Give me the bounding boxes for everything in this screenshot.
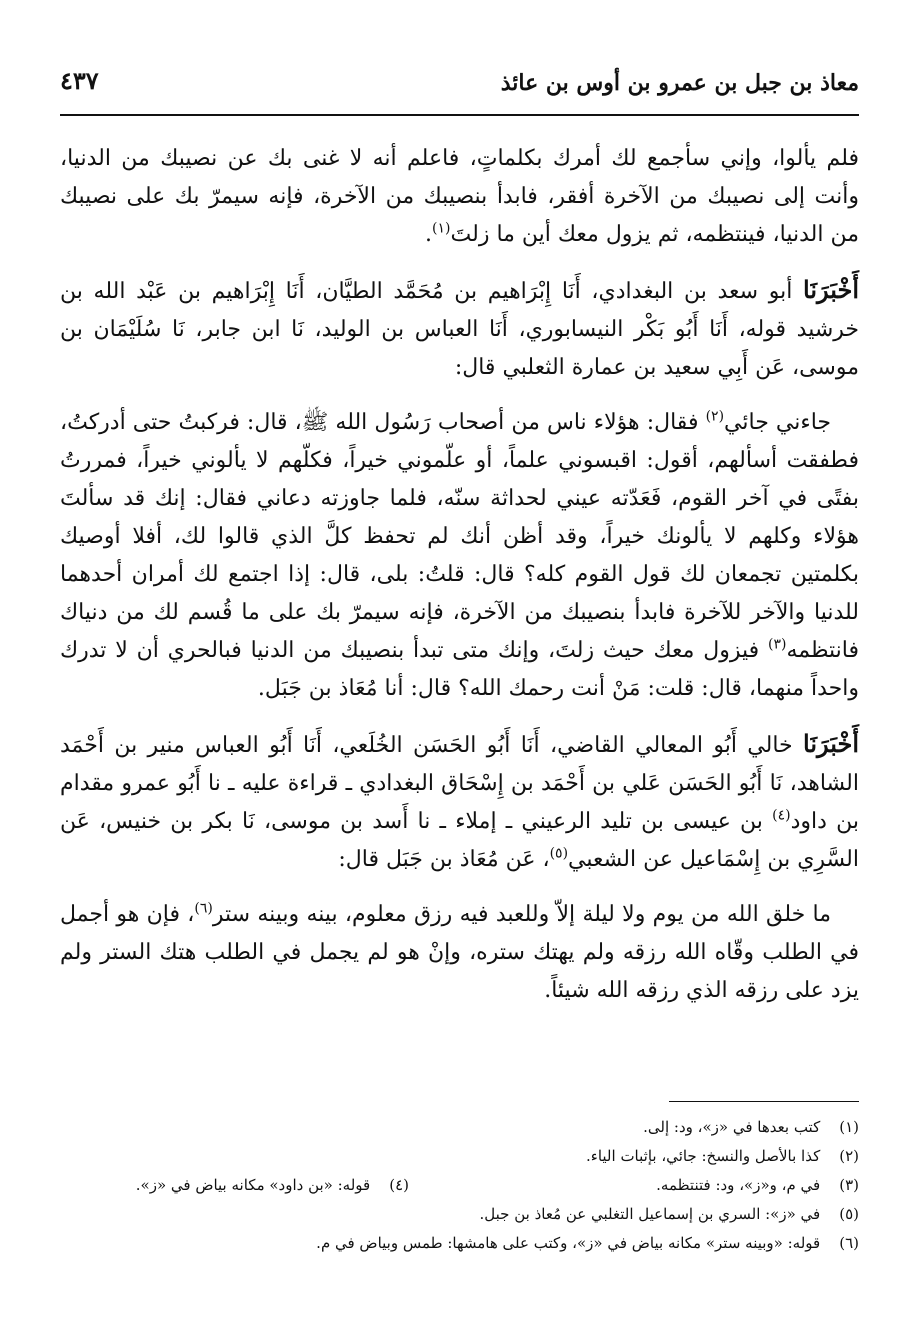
footnote-separator [669, 1101, 859, 1102]
footnote-ref-1[interactable]: (١) [432, 220, 451, 237]
akhbarana-keyword: أَخْبَرَنَا [803, 729, 859, 758]
footnote-number: (٦) [839, 1234, 859, 1252]
paragraph-text: جاءني جائي [724, 410, 831, 435]
paragraph-text: بن عيسى بن تليد الرعيني ـ إملاء ـ نا أَسد بن موسى، نَا بكر بن خنيس، عَن السَّرِي بن إِسْمَاعيل عن الشعبي [60, 809, 859, 872]
footnote-number: (٥) [839, 1205, 859, 1223]
paragraph-text: ، عَن مُعَاذ بن جَبَل قال: [338, 847, 550, 872]
akhbarana-keyword: أَخْبَرَنَا [803, 275, 859, 304]
paragraph-text: ، فإن هو أجمل في الطلب وقّاه الله رزقه ولم يهتك ستره، وإنْ هو لم يجمل في الطلب هتك الستر ولم يزد على رزقه الذي رزقه الله شيئاً. [60, 902, 859, 1003]
footnote-text: في «ز»: السري بن إسماعيل التغلبي عن مُعاذ بن جبل. [479, 1205, 821, 1223]
footnote-1 [60, 1113, 859, 1142]
footnote-ref-5[interactable]: (٥) [549, 845, 569, 862]
page-header [60, 62, 859, 112]
footnote-ref-6[interactable]: (٦) [194, 900, 213, 917]
footnote-text: كذا بالأصل والنسخ: جائي، بإثبات الياء. [586, 1147, 821, 1165]
header-rule [60, 114, 859, 116]
footnote-4 [136, 1171, 409, 1200]
paragraph-text: فقال: هؤلاء ناس من أصحاب رَسُول الله ﷺ، قال: فركبتُ حتى أدركتُ، فطفقت أسألهم، أقول: اقبسوني علماً، أو علّموني خيراً، فكلّهم لا يألوني خيراً، فمررتُ بفتًى في آخر القوم، فَعَدّته عيني لحداثة سنّه، فلما جاوزته دعاني فقال: إنك قد سألتَ هؤلاء وكلهم لا يألونك خيراً، وقد أظن أنك لم تحفظ كلَّ الذي قالوا لك، أفلا أوصيك بكلمتين تجمعان لك قول القوم كله؟ قال: قلتُ: بلى، قال: إذا اجتمع لك أمران أحدهما للدنيا والآخر للآخرة فابدأ بنصيبك من الآخرة، فإنه سيمرّ بك على ما قُسم لك من دنياك فانتظمه [60, 410, 859, 663]
footnote-6 [60, 1229, 859, 1258]
paragraph-text: فيزول معك حيث زلتَ، وإنك متى تبدأ بنصيبك من الدنيا فبالحري أن لا تدرك واحداً منهما، قال: قلت: مَنْ أنت رحمك الله؟ قال: أنا مُعَاذ بن جَبَل. [60, 638, 859, 701]
paragraph-text: أبو سعد بن البغدادي، أَنَا إِبْرَاهيم بن مُحَمَّد الطيَّان، أَنَا إِبْرَاهيم بن عَبْد الله بن خرشيد قوله، أَنَا أَبُو بَكْر النيسابوري، أَنَا العباس بن الوليد، نَا ابن جابر، نَا سُلَيْمَان بن موسى، عَن أَبِي سعيد بن عمارة الثعلبي قال: [60, 279, 859, 380]
paragraph-text: فلم يألوا، وإني سأجمع لك أمرك بكلماتٍ، فاعلم أنه لا غنى بك عن نصيبك من الدنيا، وأنت إلى نصيبك من الآخرة أفقر، فابدأ بنصيبك من الآخرة، فإنه سيمرّ بك على نصيبك من الدنيا، فينتظمه، ثم يزول معك أين ما زلتَ [60, 146, 859, 247]
footnote-5 [60, 1200, 859, 1229]
footnotes [60, 1113, 859, 1258]
paragraph-1 [60, 140, 859, 254]
footnote-2 [60, 1142, 859, 1171]
footnote-text: كتب بعدها في «ز»، ود: إلى. [643, 1118, 821, 1136]
main-text [60, 140, 859, 1027]
paragraph-2 [60, 271, 859, 387]
footnote-ref-4[interactable]: (٤) [772, 807, 791, 824]
footnote-text: قوله: «وبينه ستر» مكانه بياض في «ز»، وكتب على هامشها: طمس وبياض في م. [316, 1234, 821, 1252]
paragraph-4 [60, 725, 859, 879]
paragraph-text: ما خلق الله من يوم ولا ليلة إلاّ وللعبد فيه رزق معلوم، بينه وبينه ستر [212, 902, 832, 927]
paragraph-text: . [425, 222, 433, 247]
footnote-number: (٤) [389, 1176, 409, 1194]
page-number: ٤٣٧ [60, 66, 99, 95]
footnote-text: قوله: «بن داود» مكانه بياض في «ز». [135, 1176, 371, 1194]
footnote-number: (٣) [839, 1176, 859, 1194]
footnote-3 [60, 1171, 859, 1200]
footnote-ref-3[interactable]: (٣) [767, 636, 787, 653]
footnote-ref-2[interactable]: (٢) [705, 408, 725, 425]
footnote-text: في م، و«ز»، ود: فتنتظمه. [656, 1176, 821, 1194]
footnote-number: (١) [839, 1118, 859, 1136]
paragraph-5 [60, 896, 859, 1010]
paragraph-text: خالي أَبُو المعالي القاضي، أَنَا أَبُو الحَسَن الخُلَعي، أَنَا أَبُو العباس منير بن أَحْمَد الشاهد، نَا أَبُو الحَسَن عَلي بن أَحْمَد بن إِسْحَاق البغدادي ـ قراءة عليه ـ نا أَبُو عمرو مقدام بن داود [60, 733, 859, 834]
footnote-number: (٢) [839, 1147, 859, 1165]
running-title: معاذ بن جبل بن عمرو بن أوس بن عائذ [500, 70, 859, 96]
paragraph-3 [60, 404, 859, 708]
